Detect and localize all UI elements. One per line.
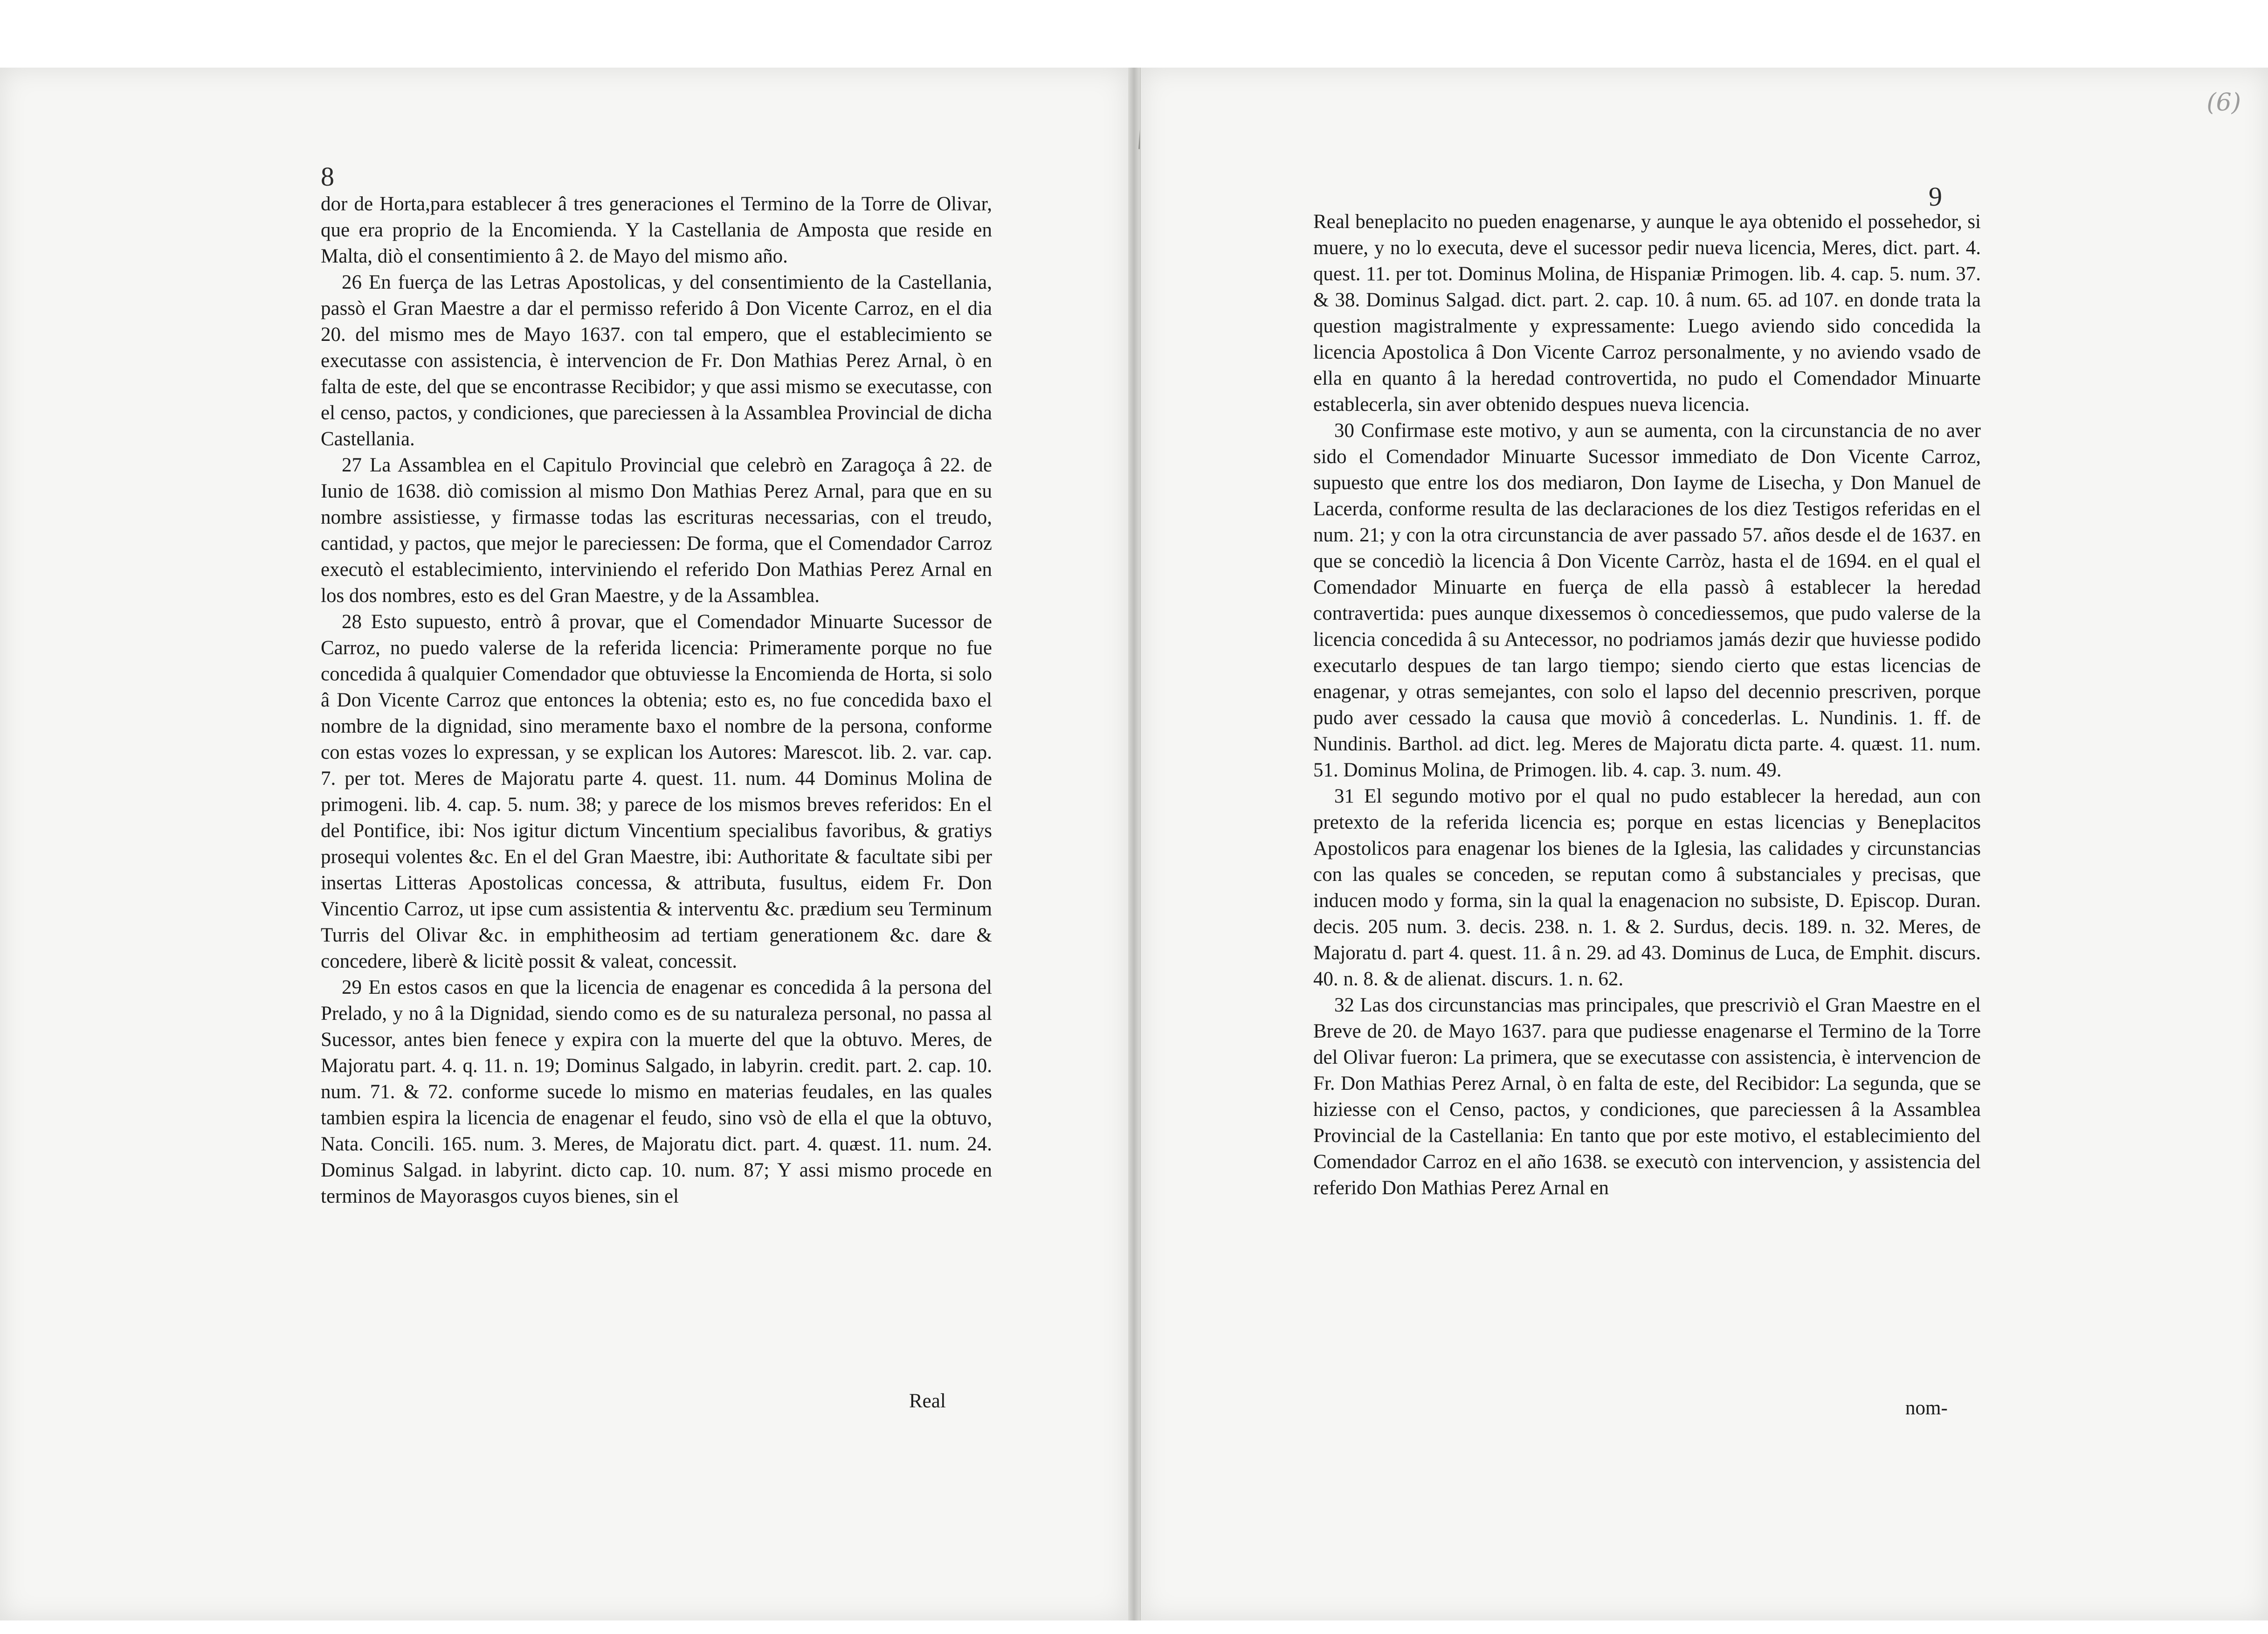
paragraph: 30 Confirmase este motivo, y aun se aumenta, con la circunstancia de no aver sido el Comendador Minuarte Sucessor immediato de Don Vicente Carroz, supuesto que entre los dos mediaron, Don Iayme de Lisecha, y Don Manuel de Lacerda, conforme resulta de las declaraciones de los diez Testigos referidas en el num. 21; y con la otra circunstancia de aver passado 57. años desde el de 1637. en que se concediò la licencia â Don Vicente Carròz, hasta el de 1694. en el qual el Comendador Minuarte en fuerça de ella passò â establecer la heredad contravertida: pues aunque dixessemos ò concediessemos, que pudo valerse de la licencia concedida â su Antecessor, no podriamos jamás dezir que huviesse podido executarlo despues de tan largo tiempo; siendo cierto que estas licencias de enagenar, y otras semejantes, con solo el lapso del decennio prescriven, porque pudo aver cessado la causa que moviò â concederlas. L. Nundinis. 1. ff. de Nundinis. Barthol. ad dict. leg. Meres de Majoratu dicta parte. 4. quæst. 11. num. 51. Dominus Molina, de Primogen. lib. 4. cap. 3. num. 49.	[1313, 420, 1981, 781]
left-page	[0, 68, 1129, 1620]
catchword: Real	[909, 1390, 946, 1412]
page-number: 8	[321, 161, 334, 192]
page-number: 9	[1929, 181, 1942, 212]
paragraph: 32 Las dos circunstancias mas principales, que prescriviò el Gran Maestre en el Breve de 20. de Mayo 1637. para que pudiesse enagenarse el Termino de la Torre del Olivar fueron: La primera, que se executasse con assistencia, è intervencion de Fr. Don Mathias Perez Arnal, ò en falta de este, del Recibidor: La segunda, que se hiziesse con el Censo, pactos, y condiciones, que pareciessen â la Assamblea Provincial de la Castellania: En tanto que por este motivo, el establecimiento del Comendador Carroz en el año 1638. se executò con intervencion, y assistencia del referido Don Mathias Perez Arnal en	[1313, 994, 1981, 1199]
manuscript-folio-mark: (6)	[2206, 89, 2241, 117]
catchword: nom-	[1905, 1397, 1948, 1419]
paragraph: Real beneplacito no pueden enagenarse, y aunque le aya obtenido el possehedor, si muere, y no lo executa, deve el sucessor pedir nueva licencia, Meres, dict. part. 4. quest. 11. per tot. Dominus Molina, de Hispaniæ Primogen. lib. 4. cap. 5. num. 37. & 38. Dominus Salgad. dict. part. 2. cap. 10. â num. 65. ad 107. en donde trata la question magistralmente y expressamente: Luego aviendo sido concedida la licencia Apostolica â Don Vicente Carroz personalmente, y no aviendo vsado de ella en quanto â la heredad controvertida, no pudo el Comendador Minuarte establecerla, sin aver obtenido despues nueva licencia.	[1313, 211, 1981, 415]
paragraph: 28 Esto supuesto, entrò â provar, que el Comendador Minuarte Sucessor de Carroz, no puedo valerse de la referida licencia: Primeramente porque no fue concedida â qualquier Comendador que obtuviesse la Encomienda de Horta, si solo â Don Vicente Carroz que entonces la obtenia; esto es, no fue concedida baxo el nombre de la dignidad, sino meramente baxo el nombre de la persona, conforme con estas vozes lo expressan, y se explican los Autores: Marescot. lib. 2. var. cap. 7. per tot. Meres de Majoratu parte 4. quest. 11. num. 44 Dominus Molina de primogeni. lib. 4. cap. 5. num. 38; y parece de los mismos breves referidos: En el del Pontifice, ibi: Nos igitur dictum Vincentium specialibus favoribus, & gratiys prosequi volentes &c. En el del Gran Maestre, ibi: Authoritate & facultate sibi per insertas Litteras Apostolicas concessa, & attributa, fusultus, eidem Fr. Don Vincentio Carroz, ut ipse cum assistentia & interventu &c. prædium seu Terminum Turris del Olivar &c. in emphitheosim ad tertiam generationem &c. dare & concedere, liberè & licitè possit & valeat, concessit.	[321, 611, 992, 972]
paragraph: 26 En fuerça de las Letras Apostolicas, y del consentimiento de la Castellania, passò el Gran Maestre a dar el permisso referido â Don Vicente Carroz, en el dia 20. del mismo mes de Mayo 1637. con tal empero, que el establecimiento se executasse con assistencia, è intervencion de Fr. Don Mathias Perez Arnal, ò en falta de este, del que se encontrasse Recibidor; y que assi mismo se executasse, con el censo, pactos, y condiciones, que pareciessen à la Assamblea Provincial de dicha Castellania.	[321, 271, 992, 450]
book-gutter	[1128, 68, 1140, 1620]
paragraph: 29 En estos casos en que la licencia de enagenar es concedida â la persona del Prelado, y no â la Dignidad, siendo como es de su naturaleza personal, no passa al Sucessor, antes bien fenece y expira con la muerte del que la obtuvo. Meres, de Majoratu part. 4. q. 11. n. 19; Dominus Salgado, in labyrin. credit. part. 2. cap. 10. num. 71. & 72. conforme sucede lo mismo en materias feudales, en las quales tambien espira la licencia de enagenar el feudo, sino vsò de ella el que la obtuvo, Nata. Concili. 165. num. 3. Meres, de Majoratu dict. part. 4. quæst. 11. num. 24. Dominus Salgad. in labyrint. dicto cap. 10. num. 87; Y assi mismo procede en terminos de Mayorasgos cuyos bienes, sin el	[321, 976, 992, 1207]
page-text	[1313, 209, 1981, 1201]
paragraph: dor de Horta,para establecer â tres generaciones el Termino de la Torre de Olivar, que era proprio de la Encomienda. Y la Castellania de Amposta que reside en Malta, diò el consentimiento â 2. de Mayo del mismo año.	[321, 193, 992, 267]
right-page	[1140, 68, 2268, 1620]
paragraph: 27 La Assamblea en el Capitulo Provincial que celebrò en Zaragoça â 22. de Iunio de 1638. diò comission al mismo Don Mathias Perez Arnal, para que en su nombre assistiesse, y firmasse todas las escrituras necessarias, con el treudo, cantidad, y pactos, que mejor le pareciessen: De forma, que el Comendador Carroz executò el establecimiento, interviniendo el referido Don Mathias Perez Arnal en los dos nombres, esto es del Gran Maestre, y de la Assamblea.	[321, 454, 992, 607]
paragraph: 31 El segundo motivo por el qual no pudo establecer la heredad, aun con pretexto de la referida licencia es; porque en estas licencias y Beneplacitos Apostolicos para enagenar los bienes de la Iglesia, las calidades y circunstancias con las quales se conceden, se reputan como â substanciales y precisas, que inducen modo y forma, sin la qual la enagenacion no subsiste, D. Episcop. Duran. decis. 205 num. 3. decis. 238. n. 1. & 2. Surdus, decis. 189. n. 32. Meres, de Majoratu d. part 4. quest. 11. â n. 29. ad 43. Dominus de Luca, de Emphit. discurs. 40. n. 8. & de alienat. discurs. 1. n. 62.	[1313, 785, 1981, 990]
page-text	[321, 191, 992, 1210]
